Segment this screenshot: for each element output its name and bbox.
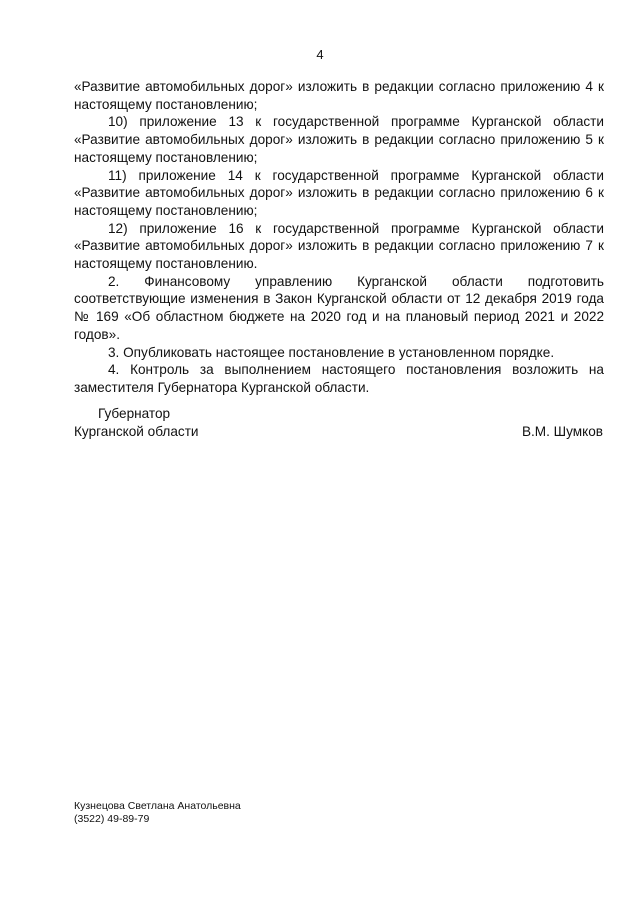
paragraph-item-10: 10) приложение 13 к государственной программе Курганской области «Развитие автомобильных дорог» изложить в редакции согласно приложению 5 к настоящему постановлению; [74,114,604,165]
signatory-name: В.М. Шумков [521,424,603,439]
paragraph-clause-2: 2. Финансовому управлению Курганской области подготовить соответствующие изменения в Закон Курганской области от 12 декабря 2019 года № 169 «Об областном бюджете на 2020 год и на плановый период 2021 и 2022 годов». [74,273,604,342]
paragraph-continuation: «Развитие автомобильных дорог» изложить в редакции согласно приложению 4 к настоящему постановлению; [74,79,604,112]
signatory-title: Губернатор [98,406,171,421]
paragraph-clause-3: 3. Опубликовать настоящее постановление в установленном порядке. [108,344,555,360]
signatory-region: Курганской области [74,423,199,439]
document-body [74,78,604,397]
executor-info [74,800,241,826]
signatory-position [74,405,199,440]
paragraph-clause-4: 4. Контроль за выполнением настоящего постановления возложить на заместителя Губернатора Курганской области. [74,362,604,395]
executor-phone: (3522) 49-89-79 [74,813,150,825]
paragraph-item-12: 12) приложение 16 к государственной программе Курганской области «Развитие автомобильных дорог» изложить в редакции согласно приложению 7 к настоящему постановлению. [74,220,604,272]
executor-name: Кузнецова Светлана Анатольевна [74,800,241,812]
paragraph-item-11: 11) приложение 14 к государственной программе Курганской области «Развитие автомобильных дорог» изложить в редакции согласно приложению 6 к настоящему постановлению; [74,167,604,218]
page-number: 4 [316,47,324,62]
